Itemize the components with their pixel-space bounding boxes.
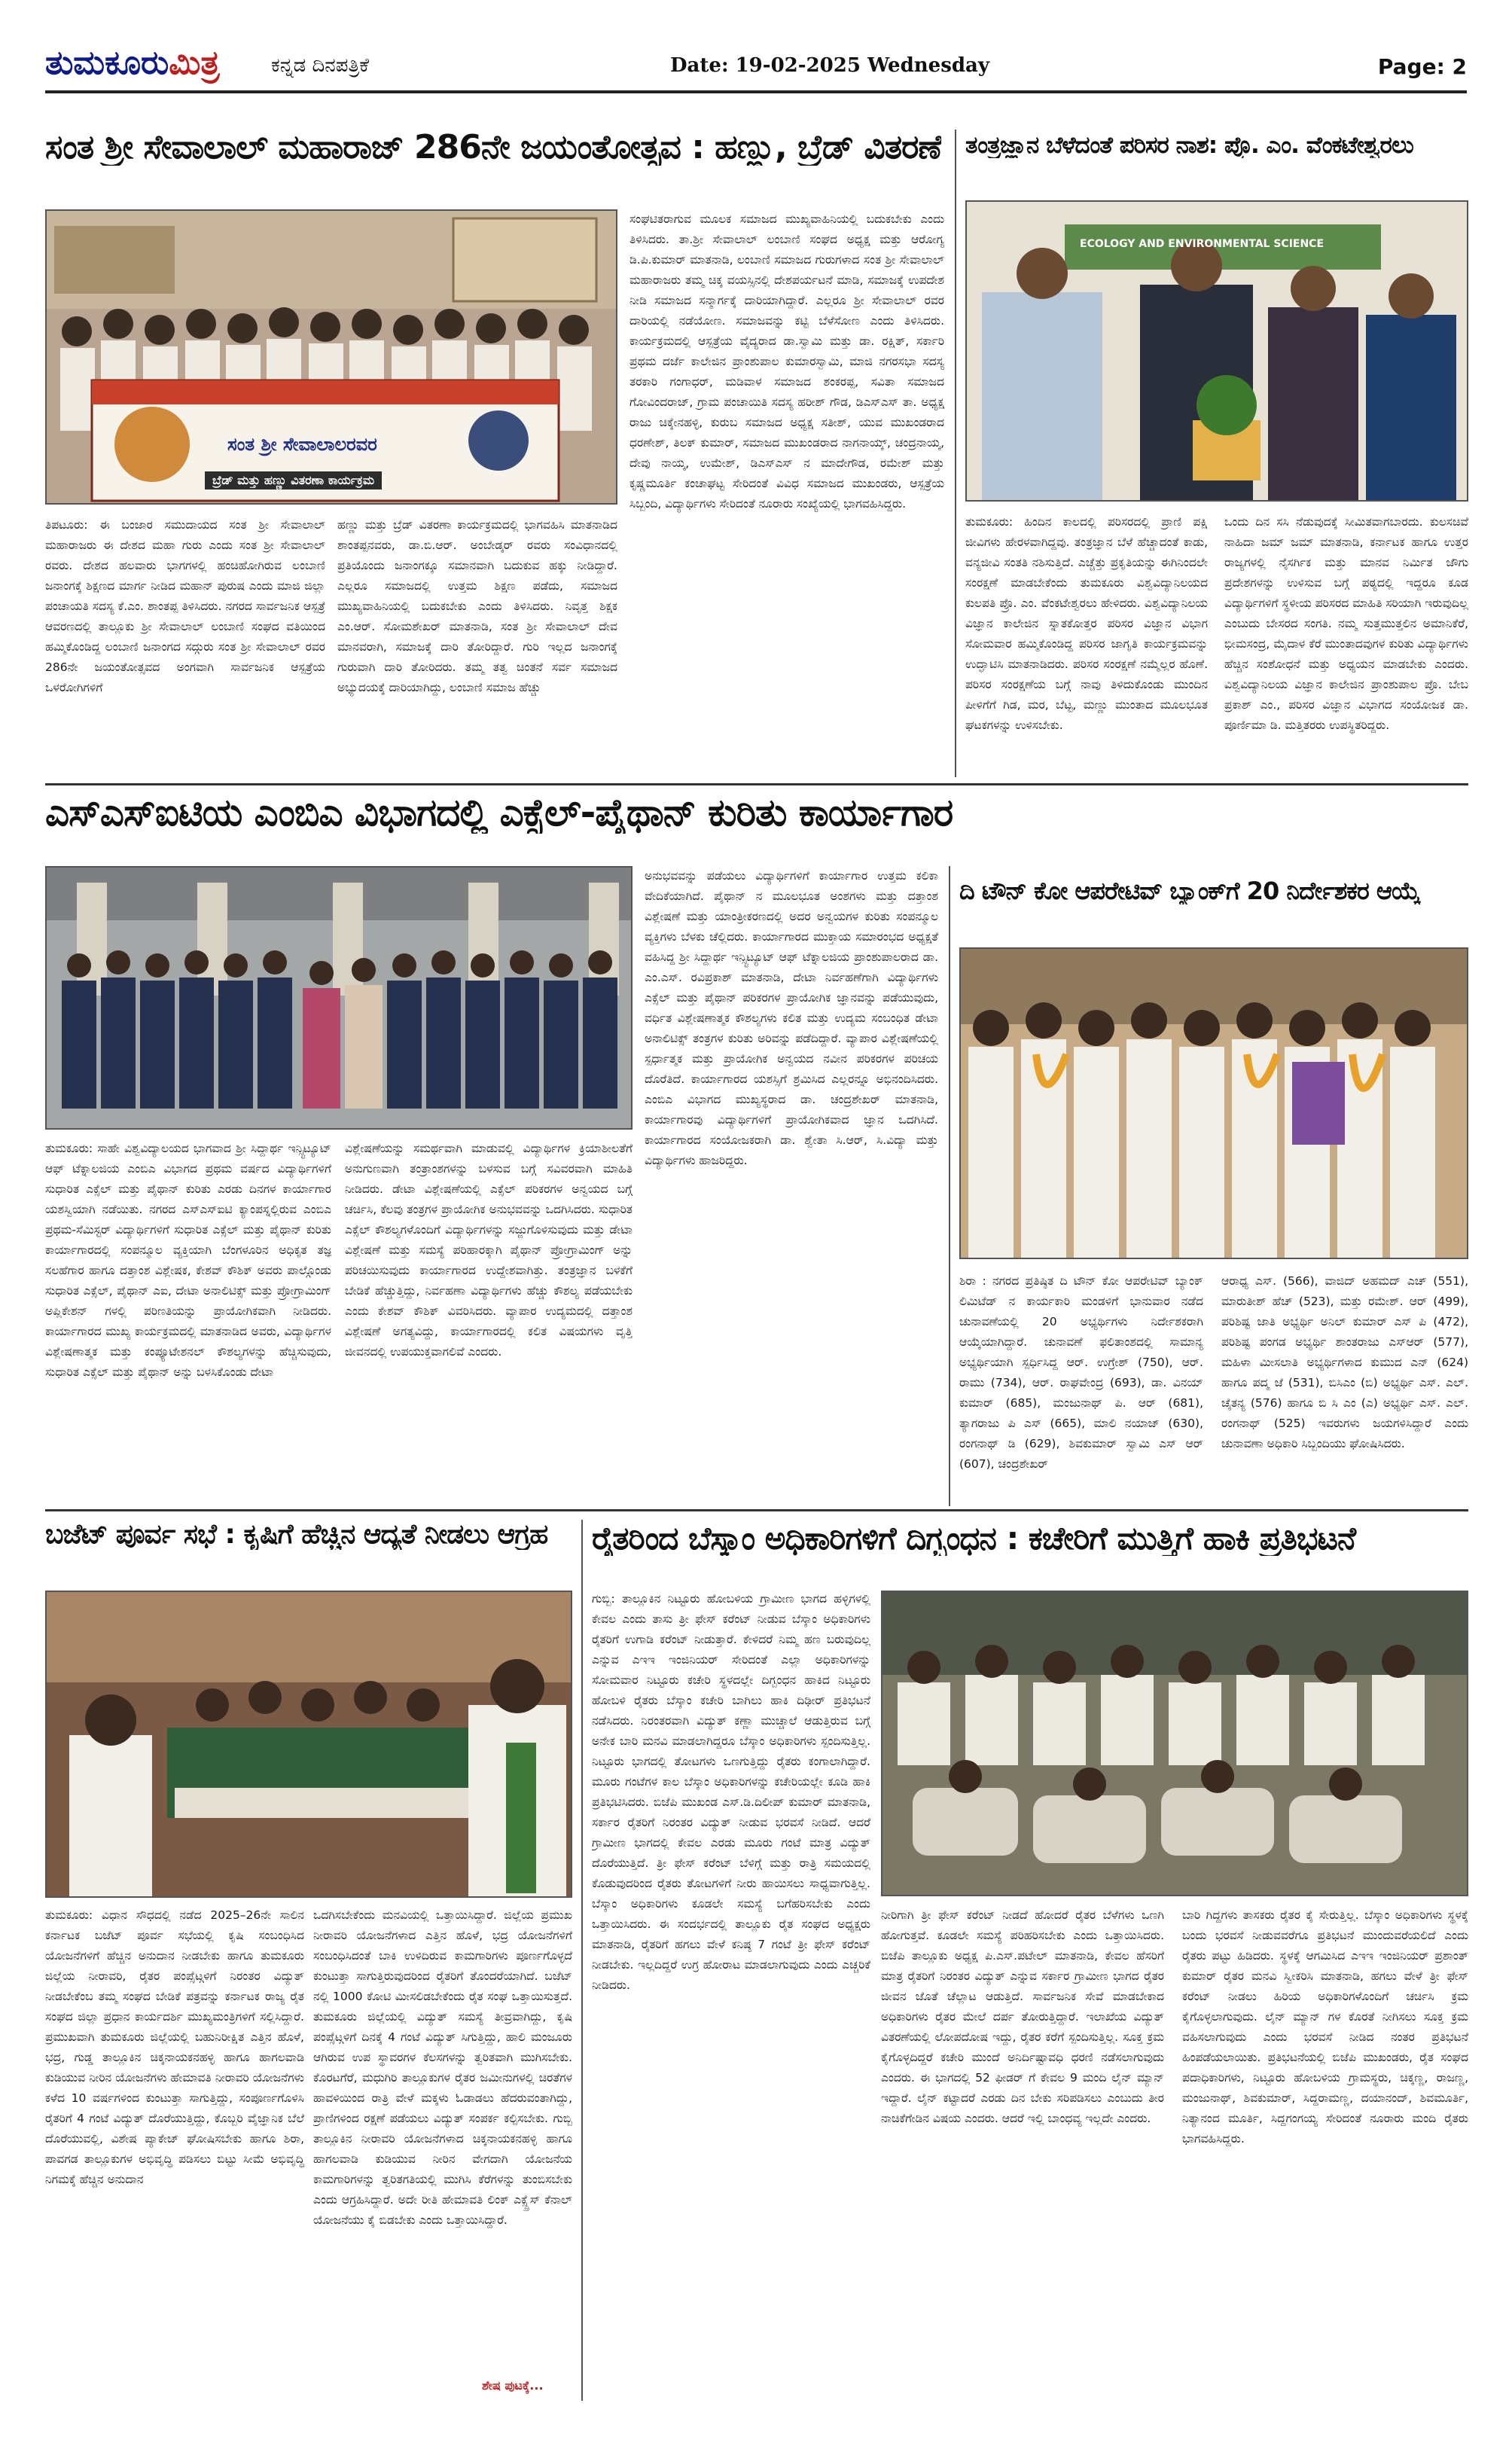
story3-column-2: ವಿಶ್ಲೇಷಣೆಯನ್ನು ಸಮರ್ಥವಾಗಿ ಮಾಡುವಲ್ಲಿ ವಿದ್ಯಾರ್ಥಿಗಳ ಕ್ರಿಯಾಶೀಲತೆಗೆ ಅನುಗುಣವಾಗಿ ತಂತ್ರಾಂಶಗಳನ್ನು ಬಳಸುವ ಬಗ್ಗೆ ಸವಿವರವಾಗಿ ಮಾಹಿತಿ ನೀಡಿದರು. ಡೇಟಾ ವಿಶ್ಲೇಷಣೆಯಲ್ಲಿ ಎಕ್ಸೆಲ್ ಪರಿಕರಗಳ ಅನ್ವಯದ ಬಗ್ಗೆ ಚರ್ಚಿಸಿ, ಕೆಲವು ತಂತ್ರಗಳ ಪ್ರಾಯೋಗಿಕ ಅನುಭವವನ್ನು ಒದಗಿಸಿದರು. ಸುಧಾರಿತ ಎಕ್ಸೆಲ್ ಕೌಶಲ್ಯಗಳೊಂದಿಗೆ ವಿದ್ಯಾರ್ಥಿಗಳನ್ನು ಸಜ್ಜುಗೊಳಿಸುವುದು ಮತ್ತು ಡೇಟಾ ವಿಶ್ಲೇಷಣೆ ಮತ್ತು ಸಮಸ್ಯೆ ಪರಿಹಾರಕ್ಕಾಗಿ ಪೈಥಾನ್ ಪ್ರೋಗ್ರಾಮಿಂಗ್ ಅನ್ನು ಪರಿಚಯಿಸುವುದು ಕಾರ್ಯಾಗಾರದ ಉದ್ದೇಶವಾಗಿತ್ತು. ತಂತ್ರಜ್ಞಾನ ಬಳಕೆಗೆ ಬೇಡಿಕೆ ಹೆಚ್ಚುತ್ತಿದ್ದು, ನಿರ್ವಹಣಾ ವಿದ್ಯಾರ್ಥಿಗಳು ಹೆಚ್ಚು ಕೌಶಲ್ಯ ಪಡೆಯಬೇಕು ಎಂದು ಕೇಶವ್ ಕೌಶಿಕ್ ವಿವರಿಸಿದರು. ವ್ಯಾಪಾರ ಉದ್ಯಮದಲ್ಲಿ ದತ್ತಾಂಶ ವಿಶ್ಲೇಷಣೆ ಅಗತ್ಯವಿದ್ದು, ಕಾರ್ಯಾಗಾರದಲ್ಲಿ ಕಲಿತ ವಿಷಯಗಳು ವೃತ್ತಿ ಜೀವನದಲ್ಲಿ ಉಪಯುಕ್ತವಾಗಲಿವೆ ಎಂದರು. (345, 1142, 633, 1359)
meeting-photo-illustration (47, 1592, 571, 1896)
banner-subtitle-text: ಬ್ರೆಡ್ ಮತ್ತು ಹಣ್ಣು ವಿತರಣಾ ಕಾರ್ಯಕ್ರಮ (205, 471, 382, 490)
story4-column-1: ಶಿರಾ : ನಗರದ ಪ್ರತಿಷ್ಠಿತ ದಿ ಟೌನ್ ಕೋ ಆಪರೇಟಿವ್ ಬ್ಯಾಂಕ್ ಲಿಮಿಟೆಡ್ ನ ಕಾರ್ಯಕಾರಿ ಮಂಡಳಿಗೆ ಭಾನುವಾರ ನಡೆದ ಚುನಾವಣೆಯಲ್ಲಿ 20 ಅಭ್ಯರ್ಥಿಗಳು ನಿರ್ದೇಶಕರಾಗಿ ಆಯ್ಕೆಯಾಗಿದ್ದಾರೆ. ಚುನಾವಣೆ ಫಲಿತಾಂಶದಲ್ಲಿ ಸಾಮಾನ್ಯ ಅಭ್ಯರ್ಥಿಯಾಗಿ ಸ್ಪರ್ಧಿಸಿದ್ದ ಆರ್. ಉಗ್ರೇಶ್ (750), ಆರ್. ರಾಮು (734), ಆರ್. ರಾಘವೇಂದ್ರ (693), ಡಾ. ವಿನಯ್ ಕುಮಾರ್ (685), ಮಂಜುನಾಥ್ ಪಿ. ಆರ್ (681), ತ್ಯಾಗರಾಜು ಪಿ ಎಸ್ (665), ಮಾಲಿ ನಯಾಜ್ (630), ರಂಗನಾಥ್ ಡಿ (629), ಶಿವಕುಮಾರ್ ಸ್ವಾಮಿ ಎಸ್ ಆರ್ (607), ಚಂದ್ರಶೇಖರ್ (959, 1274, 1203, 1471)
story1-column-2: ಹಣ್ಣು ಮತ್ತು ಬ್ರೆಡ್ ವಿತರಣಾ ಕಾರ್ಯಕ್ರಮದಲ್ಲಿ ಭಾಗವಹಿಸಿ ಮಾತನಾಡಿದ ಶಾಂತಪ್ಪನವರು, ಡಾ.ಬಿ.ಆರ್. ಅಂಬೇಡ್ಕರ್ ರವರು ಸಂವಿಧಾನದಲ್ಲಿ ಪ್ರತಿಯೊಂದು ಜನಾಂಗಕ್ಕೂ ಸಮಾನವಾಗಿ ಬದುಕುವ ಹಕ್ಕು ನೀಡಿದ್ದಾರೆ. ಎಲ್ಲರೂ ಸಮಾಜದಲ್ಲಿ ಉತ್ತಮ ಶಿಕ್ಷಣ ಪಡೆದು, ಸಮಾಜದ ಮುಖ್ಯವಾಹಿನಿಯಲ್ಲಿ ಬದುಕಬೇಕು ಎಂದು ತಿಳಿಸಿದರು. ನಿವೃತ್ತ ಶಿಕ್ಷಕ ಎಂ.ಆರ್. ಸೋಮಶೇಖರ್ ಮಾತನಾಡಿ, ಸಂತ ಶ್ರೀ ಸೇವಾಲಾಲ್ ದೇವ ಮಾನವರಾಗಿ, ಸಮಾಜಕ್ಕೆ ದಾರಿ ತೋರಿದ್ದಾರೆ. ಗುರಿ ಇಲ್ಲದ ಜನಾಂಗಕ್ಕೆ ಗುರುವಾಗಿ ದಾರಿ ತೋರಿದರು. ತಮ್ಮ ತತ್ವ ಚಿಂತನೆ ಸರ್ವ ಸಮಾಜದ ಅಭ್ಯುದಯಕ್ಕೆ ದಾರಿಯಾಗಿದ್ದು, ಲಂಬಾಣಿ ಸಮಾಜ ಹೆಚ್ಚು (337, 518, 617, 694)
story3-column-3: ಅನುಭವವನ್ನು ಪಡೆಯಲು ವಿದ್ಯಾರ್ಥಿಗಳಿಗೆ ಕಾರ್ಯಾಗಾರ ಉತ್ತಮ ಕಲಿಕಾ ವೇದಿಕೆಯಾಗಿದೆ. ಪೈಥಾನ್ ನ ಮೂಲಭೂತ ಅಂಶಗಳು ಮತ್ತು ದತ್ತಾಂಶ ವಿಶ್ಲೇಷಣೆ ಮತ್ತು ಯಾಂತ್ರೀಕರಣದಲ್ಲಿ ಅದರ ಅನ್ವಯಗಳ ಕುರಿತು ಸಂಪನ್ಮೂಲ ವ್ಯಕ್ತಿಗಳು ಬೆಳಕು ಚೆಲ್ಲಿದರು. ಕಾರ್ಯಾಗಾರದ ಮುಕ್ತಾಯ ಸಮಾರಂಭದ ಅಧ್ಯಕ್ಷತೆ ವಹಿಸಿದ್ದ ಶ್ರೀ ಸಿದ್ದಾರ್ಥ ಇನ್ಸ್ಟಿಟ್ಯೂಟ್ ಆಫ್ ಟೆಕ್ನಾಲಜಿಯ ಪ್ರಾಂಶುಪಾಲರಾದ ಡಾ. ಎಂ.ಎಸ್. ರವಿಪ್ರಕಾಶ್ ಮಾತನಾಡಿ, ದೇಟಾ ನಿರ್ವಹಣೆಗಾಗಿ ವಿದ್ಯಾರ್ಥಿಗಳು ಎಕ್ಸೆಲ್ ಮತ್ತು ಪೈಥಾನ್ ಪರಿಕರಗಳ ಪ್ರಾಯೋಗಿಕ ಜ್ಞಾನವನ್ನು ಪಡೆಯುವುದು, ವರ್ಧಿತ ವಿಶ್ಲೇಷಣಾತ್ಮಕ ಕೌಶಲ್ಯಗಳು ಕಲಿತ ಮತ್ತು ಉದ್ಯಮ ಸಂಬಂಧಿತ ಡೇಟಾ ಅನಾಲಿಟಿಕ್ಸ್ ತಂತ್ರಗಳ ಕುರಿತು ಅರಿವನ್ನು ಪಡೆದಿದ್ದಾರೆ. ವ್ಯಾಪಾರ ವಿಶ್ಲೇಷಣೆಯಲ್ಲಿ ಸ್ಪರ್ಧಾತ್ಮಕ ಮತ್ತು ಪ್ರಾಯೋಗಿಕ ಅನ್ವಯದ ನವೀನ ಪರಿಕರಗಳ ಪರಿಚಯ ದೊರೆತಿದೆ. ಕಾರ್ಯಾಗಾರದ ಯಶಸ್ಸಿಗೆ ಶ್ರಮಿಸಿದ ಎಲ್ಲರನ್ನೂ ಅಭಿನಂದಿಸಿದರು. ಎಂಬಿಎ ವಿಭಾಗದ ಮುಖ್ಯಸ್ಥರಾದ ಡಾ. ಚಂದ್ರಶೇಖರ್ ಮಾತನಾಡಿ, ಕಾರ್ಯಾಗಾರವು ವಿದ್ಯಾರ್ಥಿಗಳಿಗೆ ಪ್ರಾಯೋಗಿಕವಾದ ಜ್ಞಾನ ಒದಗಿಸಿದೆ. ಕಾರ್ಯಾಗಾರದ ಸಂಯೋಜಕರಾಗಿ ಡಾ. ಶ್ವೇತಾ ಸಿ.ಆರ್, ಸಿ.ವಿದ್ಯಾ ಮತ್ತು ವಿದ್ಯಾರ್ಥಿಗಳು ಹಾಜರಿದ್ದರು. (645, 869, 938, 1167)
story1-photo (45, 209, 617, 505)
story6-column-1: ಗುಬ್ಬಿ: ತಾಲ್ಲೂಕಿನ ನಿಟ್ಟೂರು ಹೋಬಳಿಯ ಗ್ರಾಮೀಣ ಭಾಗದ ಹಳ್ಳಿಗಳಲ್ಲಿ ಕೇವಲ ಎಂದು ತಾಸು ತ್ರೀ ಫೇಸ್ ಕರೆಂಟ್ ನೀಡುವ ಬೆಸ್ಕಾಂ ಅಧಿಕಾರಿಗಳು ರೈತರಿಗೆ ಉಗಾಡಿ ಕರೆಂಟ್ ನೀಡುತ್ತಾರೆ. ಕೇಳಿದರೆ ನಿಮ್ಮ ಹಣ ಬರುವುದಿಲ್ಲ ಎನ್ನುವ ಎಇಇ ಇಂಜಿನಿಯರ್ ಸೇರಿದಂತೆ ಎಲ್ಲಾ ಅಧಿಕಾರಿಗಳನ್ನು ಸೋಮವಾರ ನಿಟ್ಟೂರು ಕಚೇರಿ ಸ್ಥಳದಲ್ಲೇ ದಿಗ್ಬಂಧನ ಹಾಕಿದ ನಿಟ್ಟೂರು ಹೋಬಳಿ ರೈತರು ಬೆಸ್ಕಾಂ ಕಚೇರಿ ಬಾಗಿಲು ಹಾಕಿ ದಿಢೀರ್ ಪ್ರತಿಭಟನೆ ನಡೆಸಿದರು. ನಿರಂತರವಾಗಿ ವಿದ್ಯುತ್ ಕಣ್ಣಾ ಮುಚ್ಚಾಲೆ ಆಡುತ್ತಿರುವ ಬಗ್ಗೆ ಅನೇಕ ಬಾರಿ ಮನವಿ ಮಾಡಲಾಗಿದ್ದರೂ ಬೆಸ್ಕಾಂ ಅಧಿಕಾರಿಗಳು ಸ್ಪಂದಿಸುತ್ತಿಲ್ಲ. ನಿಟ್ಟೂರು ಭಾಗದಲ್ಲಿ ತೋಟಗಳು ಒಣಗುತ್ತಿದ್ದು ರೈತರು ಕಂಗಾಲಾಗಿದ್ದಾರೆ. ಮೂರು ಗಂಟೆಗಳ ಕಾಲ ಬೆಸ್ಕಾಂ ಅಧಿಕಾರಿಗಳನ್ನು ಕಚೇರಿಯಲ್ಲೇ ಕೂಡಿ ಹಾಕಿ ಪ್ರತಿಭಟಿಸಿದರು. ಬಿಜೆಪಿ ಮುಖಂಡ ಎಸ್.ಡಿ.ದಿಲೀಪ್ ಕುಮಾರ್ ಮಾತನಾಡಿ, ಸರ್ಕಾರ ರೈತರಿಗೆ ನಿರಂತರ ವಿದ್ಯುತ್ ನೀಡುವ ಭರವಸೆ ನೀಡಿದೆ. ಆದರೆ ಗ್ರಾಮೀಣ ಭಾಗದಲ್ಲಿ ಕೇವಲ ಎರಡು ಮೂರು ಗಂಟೆ ಮಾತ್ರ ವಿದ್ಯುತ್ ದೊರೆಯುತ್ತಿದೆ. ತ್ರೀ ಫೇಸ್ ಕರೆಂಟ್ ಬೆಳಿಗ್ಗೆ ಮತ್ತು ರಾತ್ರಿ ಸಮಯದಲ್ಲಿ ಕೊಡುವುದರಿಂದ ರೈತರು ತೋಟಗಳಿಗೆ ನೀರು ಹಾಯಿಸಲು ಸಾಧ್ಯವಾಗುತ್ತಿಲ್ಲ. ಬೆಸ್ಕಾಂ ಅಧಿಕಾರಿಗಳು ಕೂಡಲೇ ಸಮಸ್ಯೆ ಬಗೆಹರಿಸಬೇಕು ಎಂದು ಒತ್ತಾಯಿಸಿದರು. ಈ ಸಂದರ್ಭದಲ್ಲಿ ತಾಲ್ಲೂಕು ರೈತ ಸಂಘದ ಅಧ್ಯಕ್ಷರು ಮಾತನಾಡಿ, ರೈತರಿಗೆ ಹಗಲು ವೇಳೆ ಕನಿಷ್ಠ 7 ಗಂಟೆ ತ್ರೀ ಫೇಸ್ ಕರೆಂಟ್ ನೀಡಬೇಕು. ಇಲ್ಲದಿದ್ದರೆ ಉಗ್ರ ಹೋರಾಟ ಮಾಡಲಾಗುವುದು ಎಂದು ಎಚ್ಚರಿಕೆ ನೀಡಿದರು. (592, 1592, 870, 1992)
newspaper-subtitle: ಕನ್ನಡ ದಿನಪತ್ರಿಕೆ (271, 54, 370, 77)
story6-photo (881, 1591, 1468, 1896)
issue-date: Date: 19-02-2025 Wednesday (670, 54, 989, 77)
page-number: Page: 2 (1377, 54, 1467, 79)
story1-column-3: ಸಂಘಟಿತರಾಗುವ ಮೂಲಕ ಸಮಾಜದ ಮುಖ್ಯವಾಹಿನಿಯಲ್ಲಿ ಬದುಕಬೇಕು ಎಂದು ತಿಳಿಸಿದರು. ತಾ.ಶ್ರೀ ಸೇವಾಲಾಲ್ ಲಂಬಾಣಿ ಸಂಘದ ಅಧ್ಯಕ್ಷ ಮತ್ತು ಆರೋಗ್ಯ ಡಿ.ಪಿ.ಕುಮಾರ್ ಮಾತನಾಡಿ, ಲಂಬಾಣಿ ಸಮಾಜದ ಗುರುಗಳಾದ ಸಂತ ಶ್ರೀ ಸೇವಾಲಾಲ್ ಮಹಾರಾಜರು ತಮ್ಮ ಚಿಕ್ಕ ವಯಸ್ಸಿನಲ್ಲಿ ದೇಶಪರ್ಯಟನೆ ಮಾಡಿ, ಸಮಾಜಕ್ಕೆ ಉಪದೇಶ ನೀಡಿ ಸಮಾಜದ ಸನ್ಮಾರ್ಗಕ್ಕೆ ದಾರಿಯಾಗಿದ್ದಾರೆ. ಎಲ್ಲರೂ ಶ್ರೀ ಸೇವಾಲಾಲ್ ರವರ ದಾರಿಯಲ್ಲಿ ನಡೆಯೋಣ. ಸಮಾಜವನ್ನು ಕಟ್ಟಿ ಬೆಳೆಸೋಣ ಎಂದು ತಿಳಿಸಿದರು. ಕಾರ್ಯಕ್ರಮದಲ್ಲಿ ಆಸ್ಪತ್ರೆಯ ವೈದ್ಯರಾದ ಡಾ.ಸ್ವಾಮಿ ಮತ್ತು ಡಾ. ರಕ್ಷಿತ್, ಸರ್ಕಾರಿ ಪ್ರಥಮ ದರ್ಜೆ ಕಾಲೇಜಿನ ಪ್ರಾಂಶುಪಾಲ ಕುಮಾರಸ್ವಾಮಿ, ಮಾಜಿ ನಗರಸಭಾ ಸದಸ್ಯ ತರಕಾರಿ ಗಂಗಾಧರ್, ಮಡಿವಾಳ ಸಮಾಜದ ಶಂಕರಪ್ಪ, ಸವಿತಾ ಸಮಾಜದ ಗೋವಿಂದರಾಜ್, ಗ್ರಾಮ ಪಂಚಾಯಿತಿ ಸದಸ್ಯ ಹರೀಶ್ ಗೌಡ, ಡಿಎಸ್ಎಸ್ ತಾ. ಅಧ್ಯಕ್ಷ ರಾಜು ಚಿಕ್ಕೇನಹಳ್ಳಿ, ಕುರುಬ ಸಮಾಜದ ಅಧ್ಯಕ್ಷ ಸತೀಶ್, ಯುವ ಮುಖಂಡರಾದ ಧರಣೇಶ್, ತಿಲಕ್ ಕುಮಾರ್, ಸಮಾಜದ ಮುಖಂಡರಾದ ನಾಗನಾಯ್ಕ್, ಚಂದ್ರನಾಯ್ಕ, ದೇವು ನಾಯ್ಕ, ಉಮೇಶ್, ಡಿಎಸ್ಎಸ್ ನ ಮಾದೇಗೌಡ, ರಮೇಶ್ ಮತ್ತು ಕೃಷ್ಣಮೂರ್ತಿ ಕಂಚಾಘಟ್ಟ ಸೇರಿದಂತೆ ವಿವಿಧ ಸಮಾಜದ ಮುಖಂಡರು, ಆಸ್ಪತ್ರೆಯ ಸಿಬ್ಬಂದಿ, ವಿದ್ಯಾರ್ಥಿಗಳು ಸೇರಿದಂತೆ ನೂರಾರು ಸಂಖ್ಯೆಯಲ್ಲಿ ಭಾಗವಹಿಸಿದ್ದರು. (629, 212, 944, 511)
story5-column-1: ತುಮಕೂರು: ವಿಧಾನ ಸೌಧದಲ್ಲಿ ನಡೆದ 2025–26ನೇ ಸಾಲಿನ ಕರ್ನಾಟಕ ಬಜೆಟ್ ಪೂರ್ವ ಸಭೆಯಲ್ಲಿ ಕೃಷಿ ಸಂಬಂಧಿಸಿದ ಯೋಜನೆಗಳಿಗೆ ಹೆಚ್ಚಿನ ಅನುದಾನ ನೀಡಬೇಕು ಹಾಗೂ ತುಮಕೂರು ಜಿಲ್ಲೆಯ ನೀರಾವರಿ, ರೈತರ ಪಂಪ್ಸೆಟ್ಗಳಿಗೆ ನಿರಂತರ ವಿದ್ಯುತ್ ನೀಡಬೇಕೆಂಬ ತಮ್ಮ ಸಂಘದ ಬೇಡಿಕೆ ಪತ್ರವನ್ನು ಕರ್ನಾಟಕ ರಾಜ್ಯ ರೈತ ಸಂಘದ ಜಿಲ್ಲಾ ಪ್ರಧಾನ ಕಾರ್ಯದರ್ಶಿ ಮುಖ್ಯಮಂತ್ರಿಗಳಿಗೆ ಸಲ್ಲಿಸಿದ್ದಾರೆ. ಪ್ರಮುಖವಾಗಿ ತುಮಕೂರು ಜಿಲ್ಲೆಯಲ್ಲಿ ಬಹುನಿರೀಕ್ಷಿತ ಎತ್ತಿನ ಹೊಳೆ, ಭದ್ರ, ಗುಡ್ಡ ತಾಲ್ಲೂಕಿನ ಚಿಕ್ಕನಾಯಕನಹಳ್ಳಿ ಹಾಗೂ ಹಾಗಲವಾಡಿ ಕುಡಿಯುವ ನೀರಿನ ಯೋಜನೆಗಳು ಹೇಮಾವತಿ ನೀರಾವರಿ ಯೋಜನೆಗಳು ಕಳೆದ 10 ವರ್ಷಗಳಿಂದ ಕುಂಟುತ್ತಾ ಸಾಗುತ್ತಿದ್ದು, ಸಂಪೂರ್ಣಗೊಳಿಸಿ ರೈತರಿಗೆ 4 ಗಂಟೆ ವಿದ್ಯುತ್ ದೊರೆಯುತ್ತಿದ್ದು, ಕೊಬ್ಬರಿ ವೈಜ್ಞಾನಿಕ ಬೆಲೆ ದೊರೆಯುವಲ್ಲಿ, ವಿಶೇಷ ಪ್ಯಾಕೇಜ್ ಘೋಷಿಸಬೇಕು ಹಾಗೂ ಶಿರಾ, ಪಾವಗಡ ತಾಲ್ಲೂಕುಗಳ ಅಭಿವೃದ್ಧಿ ಪಡಿಸಲು ಬಿಟ್ಟು ಸೀಮೆ ಅಭಿವೃದ್ಧಿ ನಿಗಮಕ್ಕೆ ಹೆಚ್ಚಿನ ಅನುದಾನ (45, 1908, 304, 2186)
directors-group-photo-illustration (961, 949, 1467, 1258)
story2-column-1: ತುಮಕೂರು: ಹಿಂದಿನ ಕಾಲದಲ್ಲಿ ಪರಿಸರದಲ್ಲಿ ಪ್ರಾಣಿ ಪಕ್ಷಿ ಜೀವಿಗಳು ಹೇರಳವಾಗಿದ್ದವು. ತಂತ್ರಜ್ಞಾನ ಬೆಳೆ ಹೆಚ್ಚಾದಂತೆ ಕಾಡು, ವನ್ಯಜೀವಿ ಸಂತತಿ ನಶಿಸುತ್ತಿದೆ. ಎಚ್ಚೆತ್ತು ಪ್ರಕೃತಿಯನ್ನು ಈಗಿನಿಂದಲೇ ಸಂರಕ್ಷಣೆ ಮಾಡಬೇಕೆಂದು ತುಮಕೂರು ವಿಶ್ವವಿದ್ಯಾನಿಲಯದ ಕುಲಪತಿ ಪ್ರೊ. ಎಂ. ವೆಂಕಟೇಶ್ವರಲು ಹೇಳಿದರು. ವಿಶ್ವವಿದ್ಯಾನಿಲಯ ವಿಜ್ಞಾನ ಕಾಲೇಜಿನ ಸ್ನಾತಕೋತ್ತರ ಪರಿಸರ ವಿಜ್ಞಾನ ವಿಭಾಗ ಸೋಮವಾರ ಹಮ್ಮಿಕೊಂಡಿದ್ದ ಪರಿಸರ ಜಾಗೃತಿ ಕಾರ್ಯಕ್ರಮವನ್ನು ಉದ್ಘಾಟಿಸಿ ಮಾತನಾಡಿದರು. ಪರಿಸರ ಸಂರಕ್ಷಣೆ ನಮ್ಮೆಲ್ಲರ ಹೊಣೆ. ಪರಿಸರ ಸಂರಕ್ಷಣೆಯ ಬಗ್ಗೆ ನಾವು ತಿಳಿದುಕೊಂಡು ಮುಂದಿನ ಪೀಳಿಗೆಗೆ ಗಿಡ, ಮರ, ಬೆಟ್ಟ, ಮಣ್ಣು ಮುಂತಾದ ಮೂಲಭೂತ ಘಟಕಗಳನ್ನು ಉಳಿಸಬೇಕು. (965, 515, 1208, 732)
section-divider (45, 783, 1468, 785)
logo-accent-text: ಮಿತ್ರ (169, 44, 220, 82)
column-divider (949, 866, 950, 1506)
column-divider (955, 130, 956, 777)
story4-headline: ದಿ ಟೌನ್ ಕೋ ಆಪರೇಟಿವ್ ಬ್ಯಾಂಕ್‌ಗೆ 20 ನಿರ್ದೇಶಕರ ಆಯ್ಕೆ (959, 878, 1420, 905)
story2-photo (965, 200, 1468, 502)
story1-column-1: ತಿಪಟೂರು: ಈ ಬಂಜಾರ ಸಮುದಾಯದ ಸಂತ ಶ್ರೀ ಸೇವಾಲಾಲ್ ಮಹಾರಾಜರು ಈ ದೇಶದ ಮಹಾ ಗುರು ಎಂದು ಸಂತ ಶ್ರೀ ಸೇವಾಲಾಲ್ ರವರು. ದೇಶದ ಹಲವಾರು ಭಾಗಗಳಲ್ಲಿ ಹಂಚಿಹೋಗಿರುವ ಲಂಬಾಣಿ ಜನಾಂಗಕ್ಕೆ ಶಿಕ್ಷಣದ ಮಾರ್ಗ ನೀಡಿದ ಮಹಾನ್ ಪುರುಷ ಎಂದು ಮಾಜಿ ಜಿಲ್ಲಾ ಪಂಚಾಯತಿ ಸದಸ್ಯ ಕೆ.ಎಂ. ಶಾಂತಪ್ಪ ತಿಳಿಸಿದರು. ನಗರದ ಸಾರ್ವಜನಿಕ ಆಸ್ಪತ್ರೆ ಆವರಣದಲ್ಲಿ ತಾಲ್ಲೂಕು ಶ್ರೀ ಸೇವಾಲಾಲ್ ಲಂಬಾಣಿ ಸಂಘದ ವತಿಯಿಂದ ಹಮ್ಮಿಕೊಂಡಿದ್ದ ಲಂಬಾಣಿ ಜನಾಂಗದ ಸದ್ಗುರು ಸಂತ ಶ್ರೀ ಸೇವಾಲಾಲ್ ರವರ 286ನೇ ಜಯಂತೋತ್ಸವದ ಅಂಗವಾಗಿ ಸಾರ್ವಜನಿಕ ಆಸ್ಪತ್ರೆಯ ಒಳರೋಗಿಗಳಿಗೆ (45, 518, 325, 694)
story3-photo (45, 866, 633, 1130)
banner-title-text: ಸಂತ ಶ್ರೀ ಸೇವಾಲಾಲರವರ (227, 434, 377, 455)
masthead (45, 38, 1467, 93)
story3-headline: ಎಸ್‌ಎಸ್‌ಐಟಿಯ ಎಂಬಿಎ ವಿಭಾಗದಲ್ಲಿ ಎಕ್ಸೆಲ್-ಪೈಥಾನ್ ಕುರಿತು ಕಾರ್ಯಾಗಾರ (45, 792, 953, 834)
students-group-photo-illustration (47, 868, 631, 1128)
story5-headline: ಬಜೆಟ್ ಪೂರ್ವ ಸಭೆ : ಕೃಷಿಗೆ ಹೆಚ್ಚಿನ ಆದ್ಯತೆ ನೀಡಲು ಆಗ್ರಹ (45, 1520, 548, 1550)
protest-photo-illustration (883, 1592, 1467, 1895)
story6-column-3: ಬಾರಿ ಗಿದ್ದಗಳು ತಾಸಕರು ರೈತರ ಕೈ ಸೇರುತ್ತಿಲ್ಲ. ಬೆಸ್ಕಾಂ ಅಧಿಕಾರಿಗಳು ಸ್ಥಳಕ್ಕೆ ಬಂದು ಭರವಸೆ ನೀಡುವವರೆಗೂ ಪ್ರತಿಭಟನೆ ಮುಂದುವರೆಯಲಿದೆ ಎಂದು ರೈತರು ಪಟ್ಟು ಹಿಡಿದರು. ಸ್ಥಳಕ್ಕೆ ಆಗಮಿಸಿದ ಎಇಇ ಇಂಜಿನಿಯರ್ ಪ್ರಶಾಂತ್ ಕುಮಾರ್ ರೈತರ ಮನವಿ ಸ್ವೀಕರಿಸಿ ಮಾತನಾಡಿ, ಹಗಲು ವೇಳೆ ತ್ರೀ ಫೇಸ್ ಕರೆಂಟ್ ನೀಡಲು ಹಿರಿಯ ಅಧಿಕಾರಿಗಳೊಂದಿಗೆ ಚರ್ಚಿಸಿ ಕ್ರಮ ಕೈಗೊಳ್ಳಲಾಗುವುದು. ಲೈನ್ ಮ್ಯಾನ್ ಗಳ ಕೊರತೆ ನೀಗಿಸಲು ಸೂಕ್ತ ಕ್ರಮ ವಹಿಸಲಾಗುವುದು ಎಂದು ಭರವಸೆ ನೀಡಿದ ನಂತರ ಪ್ರತಿಭಟನೆ ಹಿಂಪಡೆಯಲಾಯಿತು. ಪ್ರತಿಭಟನೆಯಲ್ಲಿ ಬಿಜೆಪಿ ಮುಖಂಡರು, ರೈತ ಸಂಘದ ಪದಾಧಿಕಾರಿಗಳು, ನಿಟ್ಟೂರು ಹೋಬಳಿಯ ಗ್ರಾಮಸ್ಥರು, ಚಿಕ್ಕಣ್ಣ, ರಾಜಣ್ಣ, ಮಂಜುನಾಥ್, ಶಿವಕುಮಾರ್, ಸಿದ್ದರಾಮಣ್ಣ, ದಯಾನಂದ್, ಶಿವಮೂರ್ತಿ, ನಿತ್ಯಾನಂದ ಮೂರ್ತಿ, ಸಿದ್ದಗಂಗಯ್ಯ ಸೇರಿದಂತೆ ನೂರಾರು ಮಂದಿ ರೈತರು ಭಾಗವಹಿಸಿದ್ದರು. (1182, 1908, 1468, 2146)
group-photo-illustration (47, 211, 616, 503)
logo-main-text: ತುಮಕೂರು (45, 44, 169, 82)
section-divider (45, 1509, 1468, 1511)
story5-column-2: ಒದಗಿಸಬೇಕೆಂದು ಮನವಿಯಲ್ಲಿ ಒತ್ತಾಯಿಸಿದ್ದಾರೆ. ಜಿಲ್ಲೆಯ ಪ್ರಮುಖ ನೀರಾವರಿ ಯೋಜನೆಗಳಾದ ಎತ್ತಿನ ಹೊಳೆ, ಭದ್ರ ಯೋಜನೆಗಳಿಗೆ ಸಂಬಂಧಿಸಿದಂತೆ ಬಾಕಿ ಉಳಿದಿರುವ ಕಾಮಗಾರಿಗಳು ಪೂರ್ಣಗೊಳ್ಳದೆ ಕುಂಟುತ್ತಾ ಸಾಗುತ್ತಿರುವುದರಿಂದ ರೈತರಿಗೆ ತೊಂದರೆಯಾಗಿದೆ. ಬಜೆಟ್ ನಲ್ಲಿ 1000 ಕೋಟಿ ಮೀಸಲಿಡಬೇಕೆಂದು ರೈತ ಸಂಘ ಒತ್ತಾಯಿಸುತ್ತದೆ. ತುಮಕೂರು ಜಿಲ್ಲೆಯಲ್ಲಿ ವಿದ್ಯುತ್ ಸಮಸ್ಯೆ ತೀವ್ರವಾಗಿದ್ದು, ಕೃಷಿ ಪಂಪ್ಸೆಟ್ಗಳಿಗೆ ದಿನಕ್ಕೆ 4 ಗಂಟೆ ವಿದ್ಯುತ್ ಸಿಗುತ್ತಿದ್ದು, ಹಾಲಿ ಮಂಜೂರು ಆಗಿರುವ ಉಪ ಸ್ಥಾವರಗಳ ಕೆಲಸಗಳನ್ನು ತ್ವರಿತವಾಗಿ ಮುಗಿಸಬೇಕು. ಕೊರಟಗೆರೆ, ಮಧುಗಿರಿ ತಾಲ್ಲೂಕುಗಳ ರೈತರ ಜಮೀನುಗಳಲ್ಲಿ ಚಿರತೆಗಳ ಹಾವಳಿಯಿಂದ ರಾತ್ರಿ ವೇಳೆ ಮಕ್ಕಳು ಓಡಾಡಲು ಹೆದರುವಂತಾಗಿದ್ದು, ಪ್ರಾಣಿಗಳಿಂದ ರಕ್ಷಣೆ ಪಡೆಯಲು ವಿದ್ಯುತ್ ಸಂಪರ್ಕ ಕಲ್ಪಿಸಬೇಕು. ಗುಬ್ಬಿ ತಾಲ್ಲೂಕಿನ ನೀರಾವರಿ ಯೋಜನೆಗಳಾದ ಚಿಕ್ಕನಾಯಕನಹಳ್ಳಿ ಹಾಗೂ ಹಾಗಲವಾಡಿ ಕುಡಿಯುವ ನೀರಿನ ವೇಗದಾಗಿ ಯೋಜನೆಯ ಕಾಮಗಾರಿಗಳನ್ನು ತ್ವರಿತಗತಿಯಲ್ಲಿ ಮುಗಿಸಿ ಕೆರೆಗಳನ್ನು ತುಂಬಿಸಬೇಕು ಎಂದು ಆಗ್ರಹಿಸಿದ್ದಾರೆ. ಅದೇ ರೀತಿ ಹೇಮಾವತಿ ಲಿಂಕ್ ಎಕ್ಸ್ಪ್ರೆಸ್ ಕೆನಾಲ್ ಯೋಜನೆಯು ಕೈ ಬಿಡಬೇಕು ಎಂದು ಒತ್ತಾಯಿಸಿದ್ದಾರೆ. (313, 1908, 572, 2227)
newspaper-logo (45, 44, 220, 82)
board-caption-text: ECOLOGY AND ENVIRONMENTAL SCIENCE (1080, 238, 1325, 250)
story4-column-2: ಆರಾಧ್ಯ ಎಸ್. (566), ವಾಜಿದ್ ಅಹಮದ್ ಎಚ್ (551), ಮಾರುತೀಶ್ ಹೆಚ್ (523), ಮತ್ತು ರಮೇಶ್. ಆರ್ (499), ಪರಿಶಿಷ್ಟ ಜಾತಿ ಅಭ್ಯರ್ಥಿ ಅನಿಲ್ ಕುಮಾರ್ ಎಸ್ ಪಿ (472), ಪರಿಶಿಷ್ಟ ಪಂಗಡ ಅಭ್ಯರ್ಥಿ ಶಾಂತರಾಜು ಎಸ್ಆರ್ (577), ಮಹಿಳಾ ಮೀಸಲಾತಿ ಅಭ್ಯರ್ಥಿಗಳಾದ ಕುಮುದ ಎನ್ (624) ಹಾಗೂ ಪದ್ಮ ಜೆ (531), ಬಿಸಿಎಂ (ಬಿ) ಅಭ್ಯರ್ಥಿ ಎಸ್. ಎಲ್. ಚೈತನ್ಯ (576) ಹಾಗೂ ಬಿ ಸಿ ಎಂ (ಎ) ಅಭ್ಯರ್ಥಿ ಎಸ್. ಎಲ್. ರಂಗನಾಥ್ (525) ಇವರುಗಳು ಜಯಗಳಿಸಿದ್ದಾರೆ ಎಂದು ಚುನಾವಣಾ ಅಧಿಕಾರಿ ಸಿಬ್ಬಂದಿಯು ಘೋಷಿಸಿದರು. (1221, 1274, 1468, 1450)
story4-photo (959, 947, 1468, 1259)
story6-column-2: ನೀರಿಗಾಗಿ ತ್ರೀ ಫೇಸ್ ಕರೆಂಟ್ ನೀಡದೆ ಹೋದರೆ ರೈತರ ಬೆಳೆಗಳು ಒಣಗಿ ಹೋಗುತ್ತವೆ. ಕೂಡಲೇ ಸಮಸ್ಯೆ ಪರಿಹರಿಸಬೇಕು ಎಂದು ಒತ್ತಾಯಿಸಿದರು. ಬಿಜೆಪಿ ತಾಲ್ಲೂಕು ಅಧ್ಯಕ್ಷ ಪಿ.ಎಸ್.ಪಟೇಲ್ ಮಾತನಾಡಿ, ಕೇವಲ ಹೆಸರಿಗೆ ಮಾತ್ರ ರೈತರಿಗೆ ನಿರಂತರ ವಿದ್ಯುತ್ ಎನ್ನುವ ಸರ್ಕಾರ ಗ್ರಾಮೀಣ ಭಾಗದ ರೈತರ ಜೀವನ ಜೊತೆ ಚೆಲ್ಲಾಟ ಆಡುತ್ತಿದೆ. ಸಾರ್ವಜನಿಕ ಸೇವೆ ಮಾಡಬೇಕಾದ ಅಧಿಕಾರಿಗಳು ರೈತರ ಮೇಲೆ ದರ್ಪ ತೋರುತ್ತಿದ್ದಾರೆ. ಇಲಾಖೆಯ ವಿದ್ಯುತ್ ವಿತರಣೆಯಲ್ಲಿ ಲೋಪದೋಷ ಇದ್ದು, ರೈತರ ಕರೆಗೆ ಸ್ಪಂದಿಸುತ್ತಿಲ್ಲ. ಸೂಕ್ತ ಕ್ರಮ ಕೈಗೊಳ್ಳದಿದ್ದರೆ ಕಚೇರಿ ಮುಂದೆ ಅನಿರ್ದಿಷ್ಟಾವಧಿ ಧರಣಿ ನಡೆಸಲಾಗುವುದು ಎಂದರು. ಈ ಭಾಗದಲ್ಲಿ 52 ಫೀಡರ್ ಗೆ ಕೇವಲ 9 ಮಂದಿ ಲೈನ್ ಮ್ಯಾನ್ ಇದ್ದಾರೆ. ಲೈನ್ ಕಟ್ಟಾದರೆ ಎರಡು ದಿನ ಬೇಕು ಸರಿಪಡಿಸಲು ಎಂಬುದು ತೀರ ನಾಚಿಕೆಗೇಡಿನ ವಿಷಯ ಎಂದರು. ಆದರೆ ಇಲ್ಲಿ ಬಾಂಧವ್ಯ ಇಲ್ಲದೇ ಎಂದರು. (881, 1908, 1164, 2125)
column-divider (581, 1520, 583, 2401)
story6-headline: ರೈತರಿಂದ ಬೆಸ್ಕಾಂ ಅಧಿಕಾರಿಗಳಿಗೆ ದಿಗ್ಬಂಧನ : ಕಚೇರಿಗೆ ಮುತ್ತಿಗೆ ಹಾಕಿ ಪ್ರತಿಭಟನೆ (592, 1521, 1355, 1557)
story2-headline: ತಂತ್ರಜ್ಞಾನ ಬೆಳೆದಂತೆ ಪರಿಸರ ನಾಶ: ಪ್ರೊ. ಎಂ. ವೆಂಕಟೇಶ್ವರಲು (965, 133, 1413, 159)
story3-column-1: ತುಮಕೂರು: ಸಾಹೇ ವಿಶ್ವವಿದ್ಯಾಲಯದ ಭಾಗವಾದ ಶ್ರೀ ಸಿದ್ದಾರ್ಥ ಇನ್ಸ್ಟಿಟ್ಯೂಟ್ ಆಫ್ ಟೆಕ್ನಾಲಜಿಯ ಎಂಬಿಎ ವಿಭಾಗದ ಪ್ರಥಮ ವರ್ಷದ ವಿದ್ಯಾರ್ಥಿಗಳಿಗೆ ಸುಧಾರಿತ ಎಕ್ಸೆಲ್ ಮತ್ತು ಪೈಥಾನ್ ಕುರಿತು ಎರಡು ದಿನಗಳ ಕಾರ್ಯಾಗಾರ ಯಶಸ್ವಿಯಾಗಿ ನಡೆಯಿತು. ನಗರದ ಎಸ್ಎಸ್ಐಟಿ ಕ್ಯಾಂಪಸ್ನಲ್ಲಿರುವ ಎಂಬಿಎ ಪ್ರಥಮ-ಸೆಮಿಸ್ಟರ್ ವಿದ್ಯಾರ್ಥಿಗಳಿಗೆ ಸುಧಾರಿತ ಎಕ್ಸೆಲ್ ಮತ್ತು ಪೈಥಾನ್ ಕುರಿತು ಕಾರ್ಯಾಗಾರದಲ್ಲಿ ಸಂಪನ್ಮೂಲ ವ್ಯಕ್ತಿಯಾಗಿ ಬೆಂಗಳೂರಿನ ಅಧಿಕೃತ ತಜ್ಞ ಸಲಹೆಗಾರ ಹಾಗೂ ದತ್ತಾಂಶ ವಿಶ್ಲೇಷಕ, ಕೇಶವ್ ಕೌಶಿಕ್ ಅವರು ಪಾಲ್ಗೊಂಡು ಸುಧಾರಿತ ಎಕ್ಸೆಲ್, ಪೈಥಾನ್ ಎಐ, ದೇಟಾ ಅನಾಲಿಟಿಕ್ಸ್ ಮತ್ತು ಪ್ರೋಗ್ರಾಮಿಂಗ್ ಅಪ್ಲಿಕೇಶನ್ ಗಳಲ್ಲಿ ಪರಿಣತಿಯನ್ನು ಪ್ರಾಯೋಗಿಕವಾಗಿ ನೀಡಿದರು. ಕಾರ್ಯಾಗಾರದ ಮುಖ್ಯ ಕಾರ್ಯಕ್ರಮದಲ್ಲಿ ಮಾತನಾಡಿದ ಅವರು, ವಿದ್ಯಾರ್ಥಿಗಳ ವಿಶ್ಲೇಷಣಾತ್ಮಕ ಮತ್ತು ಕಂಪ್ಯೂಟೇಶನಲ್ ಕೌಶಲ್ಯಗಳನ್ನು ಹೆಚ್ಚಿಸುವುದು, ಸುಧಾರಿತ ಎಕ್ಸೆಲ್ ಮತ್ತು ಪೈಥಾನ್ ಅನ್ನು ಬಳಸಿಕೊಂಡು ದೇಟಾ (45, 1142, 331, 1379)
story2-column-2: ಒಂದು ದಿನ ಸಸಿ ನೆಡುವುದಕ್ಕೆ ಸೀಮಿತವಾಗಬಾರದು. ಕುಲಸಚಿವೆ ನಾಹಿದಾ ಜಮ್ ಜಮ್ ಮಾತನಾಡಿ, ಕರ್ನಾಟಕ ಹಾಗೂ ಉತ್ತರ ರಾಜ್ಯಗಳಲ್ಲಿ ನೈಸರ್ಗಿಕ ಮತ್ತು ಮಾನವ ನಿರ್ಮಿತ ಜೌಗು ಪ್ರದೇಶಗಳನ್ನು ಉಳಿಸುವ ಬಗ್ಗೆ ಪಠ್ಯದಲ್ಲಿ ಇದ್ದರೂ ಕೂಡ ವಿದ್ಯಾರ್ಥಿಗಳಿಗೆ ಸ್ಥಳೀಯ ಪರಿಸರದ ಮಾಹಿತಿ ಸರಿಯಾಗಿ ಇರುವುದಿಲ್ಲ ಎಂಬುದು ಬೇಸರದ ಸಂಗತಿ. ನಮ್ಮ ಸುತ್ತಮುತ್ತಲಿನ ಅಮಾನಿಕೆರೆ, ಭೀಮಸಂದ್ರ, ಮೈದಾಳ ಕೆರೆ ಮುಂತಾದವುಗಳ ಕುರಿತು ವಿದ್ಯಾರ್ಥಿಗಳು ಹೆಚ್ಚಿನ ಸಂಶೋಧನೆ ಮತ್ತು ಅಧ್ಯಯನ ಮಾಡಬೇಕು ಎಂದರು. ವಿಶ್ವವಿದ್ಯಾನಿಲಯ ವಿಜ್ಞಾನ ಕಾಲೇಜಿನ ಪ್ರಾಂಶುಪಾಲ ಪ್ರೊ. ಬೇಬ ಪ್ರಕಾಶ್ ಎಂ., ಪರಿಸರ ವಿಜ್ಞಾನ ವಿಭಾಗದ ಸಂಯೋಜಕ ಡಾ. ಪೂರ್ಣಿಮಾ ಡಿ. ಮತ್ತಿತರರು ಉಪಸ್ಥಿತರಿದ್ದರು. (1224, 515, 1468, 732)
story1-headline: ಸಂತ ಶ್ರೀ ಸೇವಾಲಾಲ್ ಮಹಾರಾಜ್ 286ನೇ ಜಯಂತೋತ್ಸವ : ಹಣ್ಣು, ಬ್ರೆಡ್ ವಿತರಣೆ (45, 130, 941, 166)
story5-photo (45, 1591, 572, 1898)
continued-on-page-link[interactable]: ಶೇಷ ಪುಟಕ್ಕೆ... (482, 2378, 544, 2393)
